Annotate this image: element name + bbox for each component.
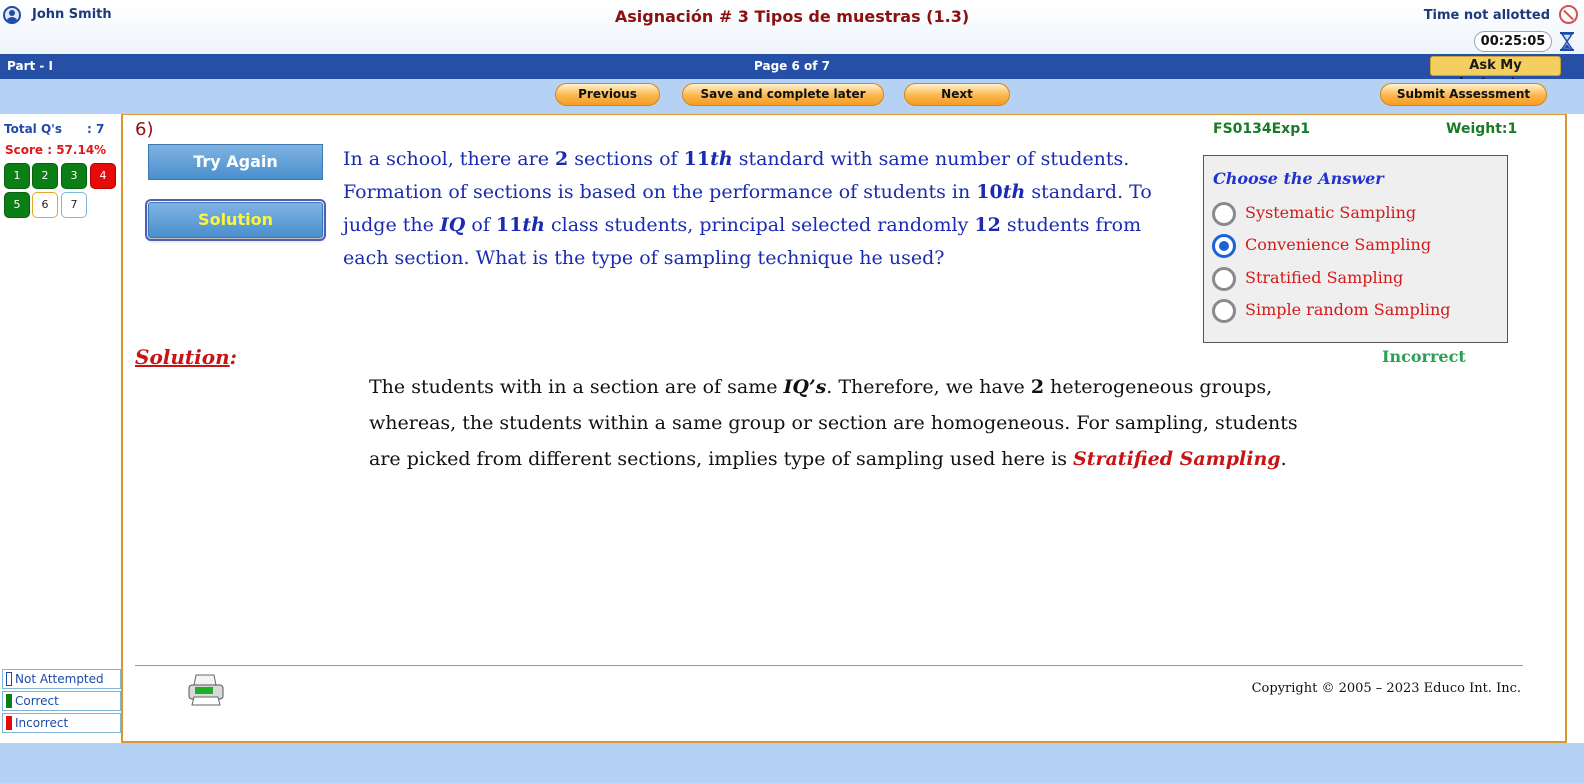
legend-label: Incorrect xyxy=(15,716,69,730)
legend-swatch xyxy=(6,672,12,686)
text-run: In a school, there are xyxy=(343,148,555,170)
question-weight: Weight:1 xyxy=(1446,121,1518,137)
copyright: Copyright © 2005 – 2023 Educo Int. Inc. xyxy=(1251,681,1521,696)
question-number: 6) xyxy=(135,119,154,140)
legend-swatch xyxy=(6,694,12,708)
submit-assessment-button[interactable]: Submit Assessment xyxy=(1380,83,1547,106)
hourglass-icon xyxy=(1560,32,1574,51)
text-bold: 10 xyxy=(976,181,1003,203)
answer-option-label: Simple random Sampling xyxy=(1245,300,1451,319)
text-italic: th xyxy=(522,214,545,236)
legend-label: Not Attempted xyxy=(15,672,104,686)
text-bold: 11 xyxy=(683,148,711,170)
text-run: . Therefore, we have xyxy=(826,376,1031,398)
time-status: Time not allotted xyxy=(1423,8,1550,23)
text-run: . xyxy=(1280,448,1287,470)
legend-swatch xyxy=(6,716,12,730)
question-text xyxy=(343,143,1183,275)
text-bold: 12 xyxy=(974,214,1001,236)
answer-option[interactable] xyxy=(1212,298,1502,324)
answer-option-label: Stratified Sampling xyxy=(1245,268,1404,287)
question-sidebar xyxy=(0,114,123,743)
text-italic: th xyxy=(710,148,733,170)
solution-answer: Stratified Sampling xyxy=(1072,448,1281,470)
question-nav-1[interactable]: 1 xyxy=(4,163,30,189)
text-italic: th xyxy=(1002,181,1026,203)
score: Score : 57.14% xyxy=(5,143,107,157)
part-label: Part - I xyxy=(7,59,54,73)
solution-heading-text: Solution xyxy=(135,345,230,369)
previous-button[interactable]: Previous xyxy=(555,83,660,106)
clock-icon xyxy=(1559,5,1578,24)
try-again-button[interactable]: Try Again xyxy=(148,144,323,180)
answer-option[interactable] xyxy=(1212,266,1502,292)
radio-button[interactable] xyxy=(1212,202,1236,226)
answer-option[interactable] xyxy=(1212,201,1502,227)
result-status: Incorrect xyxy=(1382,347,1466,366)
nav-bar xyxy=(0,79,1584,114)
page-bar xyxy=(0,54,1584,79)
text-bold: 2 xyxy=(1030,376,1045,398)
radio-button[interactable] xyxy=(1212,234,1236,258)
radio-button[interactable] xyxy=(1212,299,1236,323)
text-run: standard. To judge the xyxy=(343,181,1152,236)
timer: 00:25:05 xyxy=(1474,31,1552,52)
text-run: The students with in a section are of same xyxy=(369,376,784,398)
solution-heading xyxy=(135,345,237,369)
text-run: students from each section. What is the type of sampling technique he used? xyxy=(343,214,1142,269)
user-name: John Smith xyxy=(32,7,112,22)
page-indicator: Page 6 of 7 xyxy=(754,59,830,73)
text-italic: IQ’s xyxy=(783,376,827,398)
answer-box xyxy=(1203,155,1508,343)
text-run: sections of xyxy=(568,148,684,170)
legend-incorrect xyxy=(2,713,121,733)
answer-option-label: Systematic Sampling xyxy=(1245,203,1417,222)
radio-button[interactable] xyxy=(1212,267,1236,291)
answer-option[interactable] xyxy=(1212,233,1502,259)
save-later-button[interactable]: Save and complete later xyxy=(682,83,884,106)
ask-instructor-button[interactable]: Ask My xyxy=(1430,56,1561,76)
solution-text xyxy=(369,369,1329,477)
next-button[interactable]: Next xyxy=(904,83,1010,106)
question-panel xyxy=(123,114,1567,743)
question-nav-3[interactable]: 3 xyxy=(61,163,87,189)
choose-answer-heading: Choose the Answer xyxy=(1213,169,1384,188)
total-questions: Total Q's : 7 xyxy=(4,122,105,136)
question-nav-5[interactable]: 5 xyxy=(4,192,30,218)
header xyxy=(0,0,1584,54)
text-bold: 11 xyxy=(495,214,523,236)
divider xyxy=(135,665,1523,666)
text-run: class students, principal selected randomly xyxy=(544,214,975,236)
footer-bar xyxy=(0,743,1584,783)
answer-option-label: Convenience Sampling xyxy=(1245,235,1432,254)
question-nav-2[interactable]: 2 xyxy=(32,163,58,189)
legend-label: Correct xyxy=(15,694,59,708)
legend-not-attempted xyxy=(2,669,121,689)
assignment-title: Asignación # 3 Tipos de muestras (1.3) xyxy=(614,7,970,26)
text-run: standard with same number of students. Formation of sections is based on the performance of students in xyxy=(343,148,1130,203)
text-run: of xyxy=(465,214,496,236)
printer-icon[interactable] xyxy=(186,673,226,707)
question-nav-7[interactable]: 7 xyxy=(61,192,87,218)
question-nav-4[interactable]: 4 xyxy=(90,163,116,189)
solution-colon: : xyxy=(229,345,238,369)
question-nav-6[interactable]: 6 xyxy=(32,192,58,218)
question-code: FS0134Exp1 xyxy=(1213,121,1310,137)
text-run: heterogeneous groups, whereas, the students within a same group or section are homogeneous. For sampling, students are picked from different sections, implies type of sampling used here is xyxy=(369,376,1298,470)
text-italic: IQ xyxy=(439,214,466,236)
legend-correct xyxy=(2,691,121,711)
solution-button[interactable]: Solution xyxy=(148,202,323,238)
text-bold: 2 xyxy=(555,148,569,170)
